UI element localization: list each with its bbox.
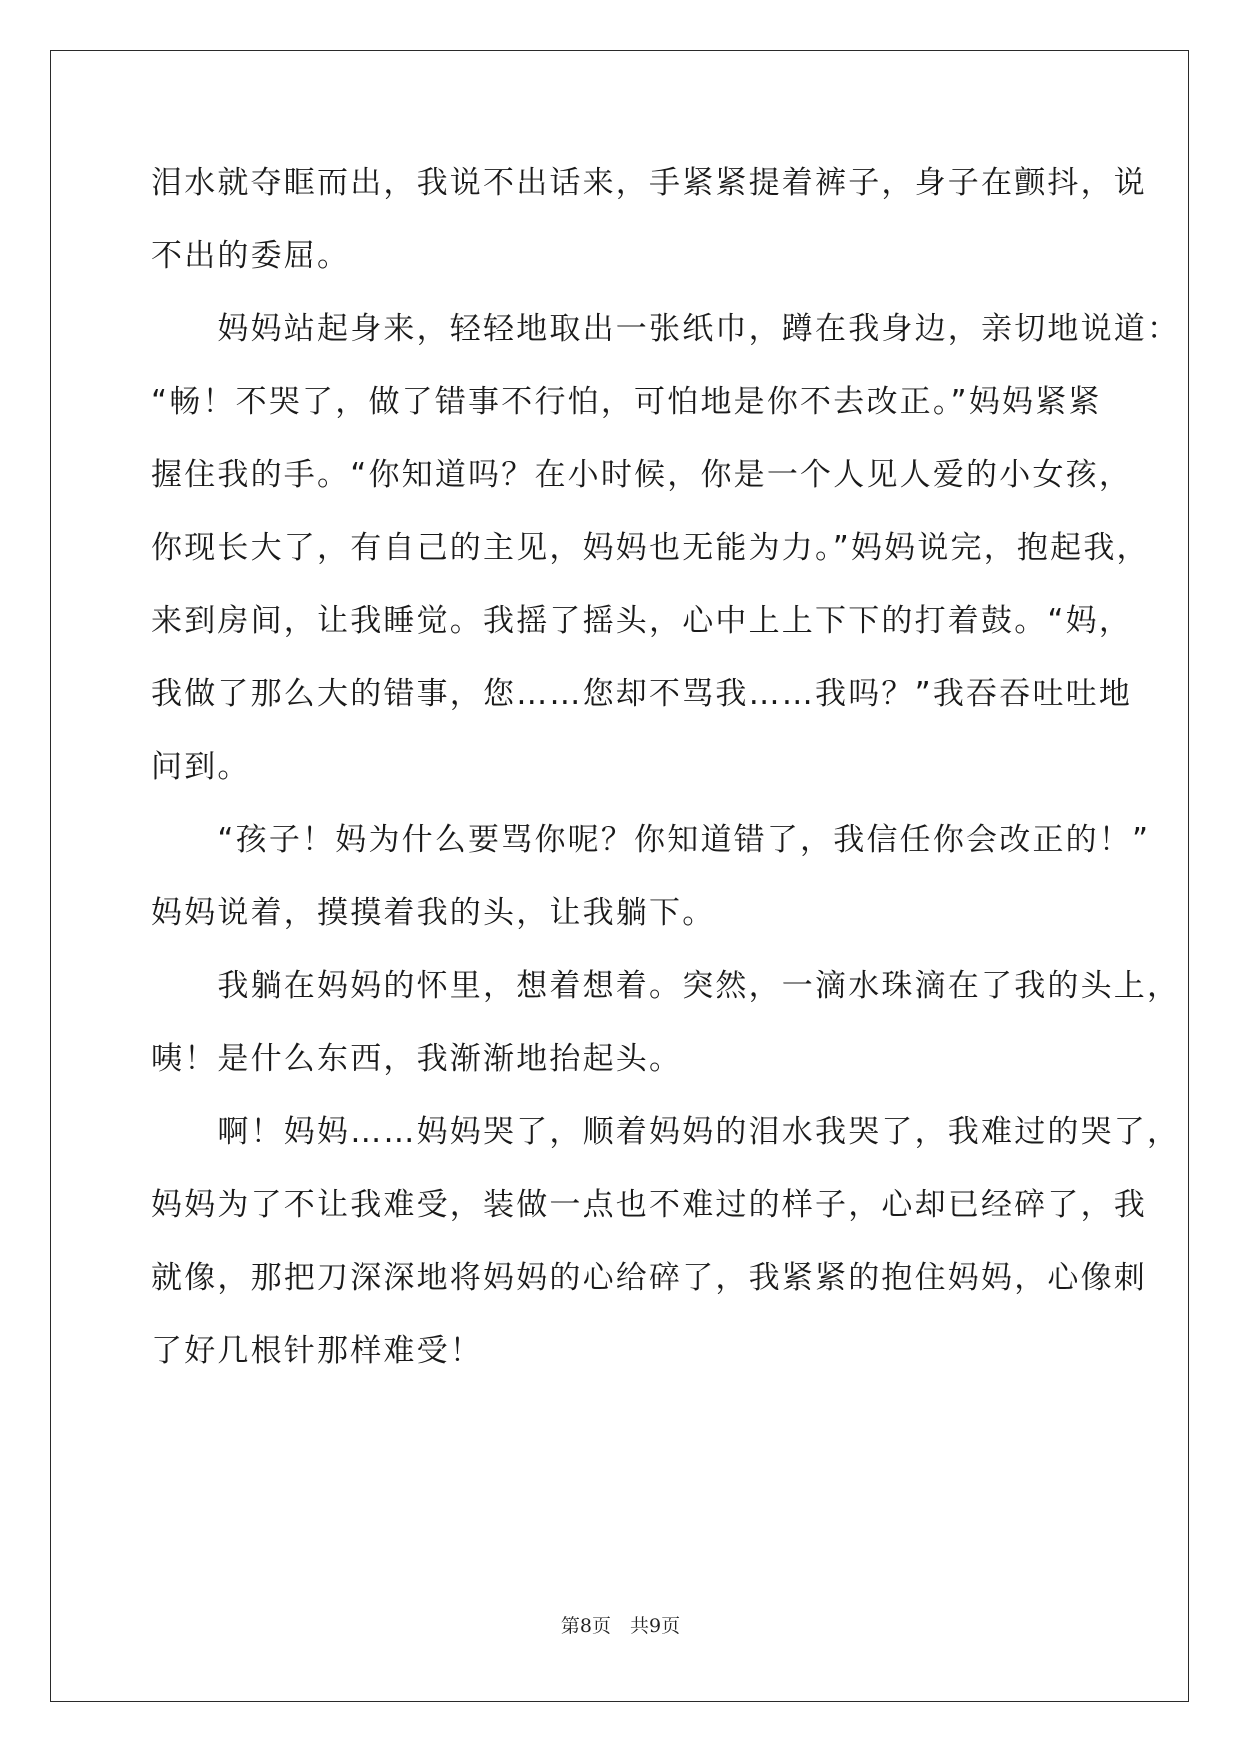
text-line: 握住我的手。“你知道吗？在小时候，你是一个人见人爱的小女孩，	[151, 457, 1133, 493]
text-line: 我躺在妈妈的怀里，想着想着。突然，一滴水珠滴在了我的头上，	[151, 968, 1181, 1004]
text-line: 问到。	[151, 749, 251, 785]
text-line: 来到房间，让我睡觉。我摇了摇头，心中上上下下的打着鼓。“妈，	[151, 603, 1133, 639]
text-line: 啊！妈妈……妈妈哭了，顺着妈妈的泪水我哭了，我难过的哭了，	[151, 1114, 1181, 1150]
text-line: 就像，那把刀深深地将妈妈的心给碎了，我紧紧的抱住妈妈，心像刺	[151, 1260, 1147, 1296]
page-number-footer: 第8页 共9页	[560, 1615, 681, 1637]
page-border	[50, 50, 1189, 1702]
text-line: 你现长大了，有自己的主见，妈妈也无能为力。”妈妈说完，抱起我，	[151, 530, 1150, 566]
text-line: 泪水就夺眶而出，我说不出话来，手紧紧提着裤子，身子在颤抖，说	[151, 165, 1147, 201]
text-line: 妈妈为了不让我难受，装做一点也不难过的样子，心却已经碎了，我	[151, 1187, 1147, 1223]
text-line: 不出的委屈。	[151, 238, 351, 274]
text-line: 咦！是什么东西，我渐渐地抬起头。	[151, 1041, 683, 1077]
text-line: 我做了那么大的错事，您……您却不骂我……我吗？”我吞吞吐吐地	[151, 676, 1133, 712]
text-line: 了好几根针那样难受！	[151, 1333, 483, 1369]
text-line: “孩子！妈为什么要骂你呢？你知道错了，我信任你会改正的！”	[151, 822, 1151, 858]
text-line: 妈妈站起身来，轻轻地取出一张纸巾，蹲在我身边，亲切地说道：	[151, 311, 1181, 347]
text-line: “畅！不哭了，做了错事不行怕，可怕地是你不去改正。”妈妈紧紧	[151, 384, 1102, 420]
text-line: 妈妈说着，摸摸着我的头，让我躺下。	[151, 895, 716, 931]
